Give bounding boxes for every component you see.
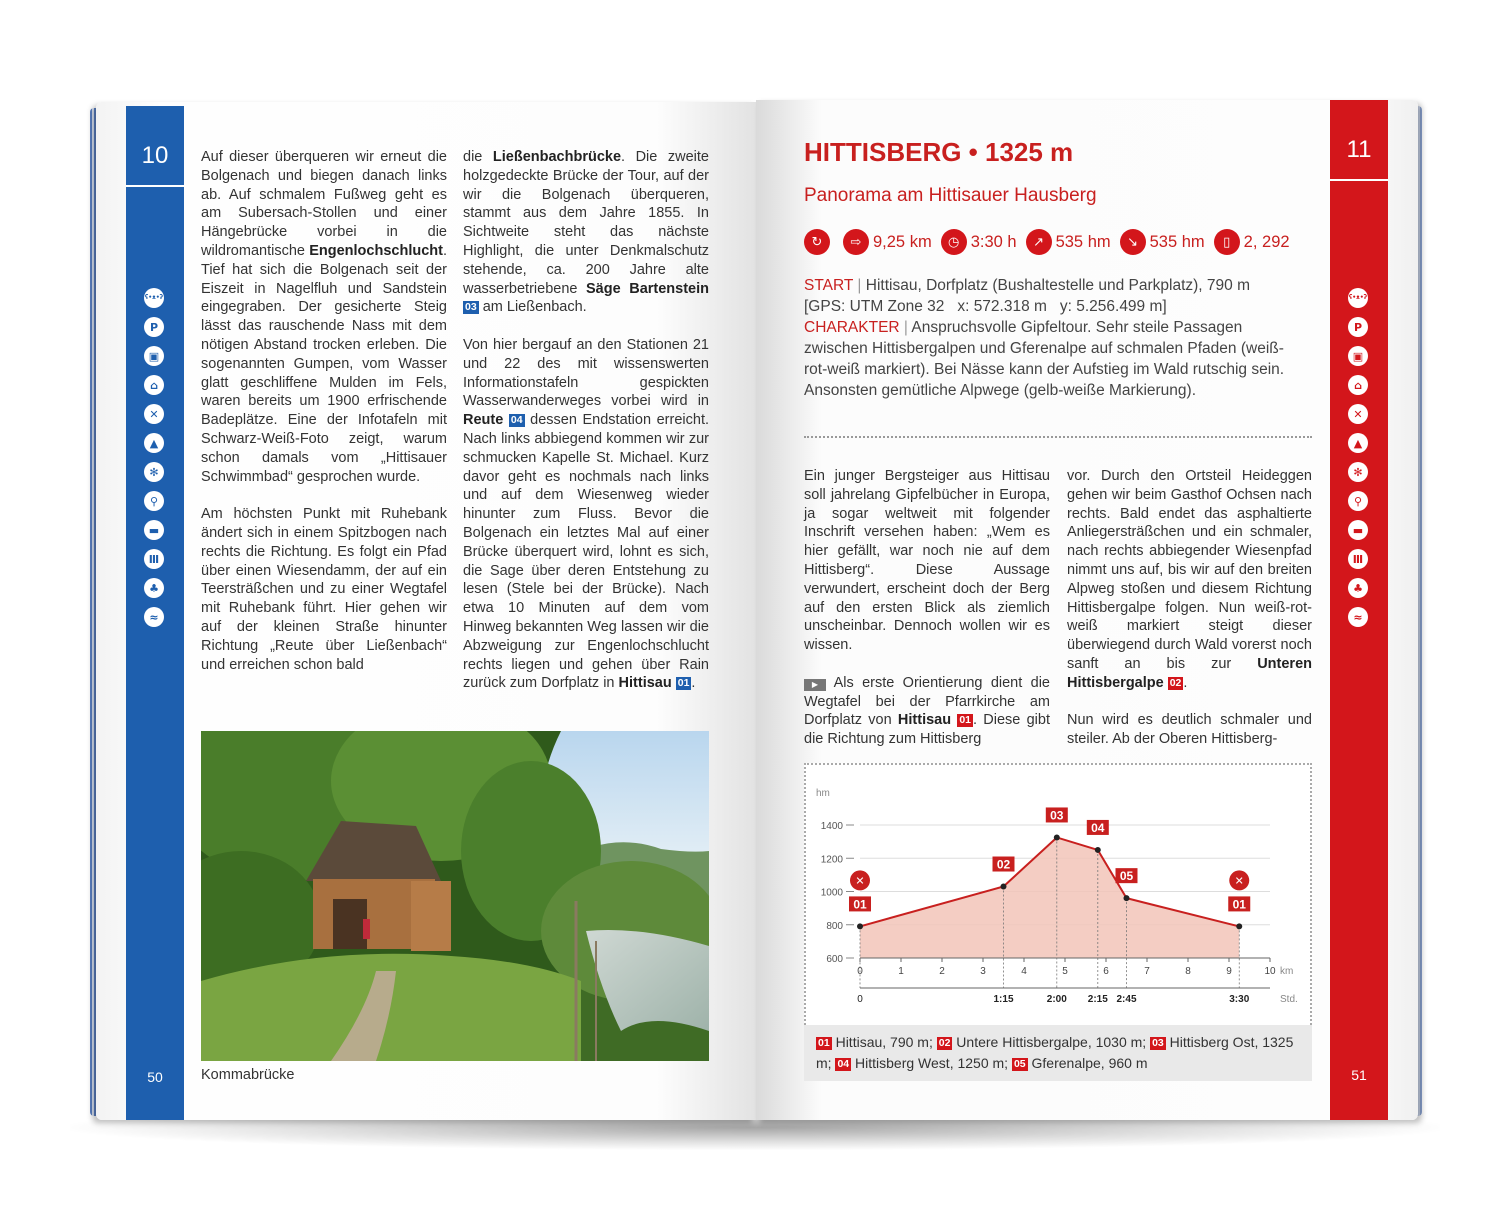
profile-point — [1124, 895, 1130, 901]
legend-badge: 05 — [1013, 1058, 1026, 1070]
text-run: dessen Endstation erreicht. Nach links abbiegend kommen wir zur schmucken Kapelle St. Michael. Kurz davor geht es nochmals nach links und auf dem Wiesenweg wieder hinunter zum Fluss. Bevor die Bolgenach ein letztes Mal auf einer Brücke überquert wird, lohnt es sich, die Sage über deren Entstehung zu lesen (Stele bei der Brücke). Nach etwa 10 Minuten auf dem vom Hinweg bekannten Weg lassen wir die Abzweigung zur Engenlochschlucht rechts liegen und gehen über Rain zurück zum Dorfplatz in — [463, 412, 709, 692]
text-run: Als erste Orientierung dient die Wegtafel bei der Pfarrkirche am Dorfplatz von — [804, 674, 1050, 729]
elevation-profile-chart — [806, 765, 1310, 1025]
place-name: Engenlochschlucht — [309, 242, 443, 259]
waypoint-badge: 02 — [1169, 676, 1182, 689]
waypoint-label: 05 — [1119, 869, 1134, 884]
snowflake-icon: ✻ — [1348, 462, 1368, 482]
sidebar-divider — [126, 185, 184, 187]
y-tick-label: 1200 — [820, 854, 843, 866]
y-tick-label: 1000 — [820, 887, 843, 899]
restaurant-glyph: ✕ — [855, 874, 865, 888]
text-run: vor. Durch den Ortsteil Heideggen gehen wir beim Gasthof Ochsen nach rechts. Bald endet das asphaltierte Anliegersträßchen und ein schmaler, nach rechts abbiegender Wiesenpfad nimmt uns auf, bis wir auf den breiten Alpweg stoßen und diesem Richtung Hittisbergalpe folgen. Nun weiß-rot-weiß markiert steigt dieser überwiegend durch Wald vorerst noch sanft an bis zur — [1067, 468, 1312, 672]
text-run: . Diese gibt die Richtung zum Hittisberg — [804, 712, 1050, 748]
paragraph — [463, 148, 709, 317]
paragraph — [1067, 467, 1312, 693]
category-icons — [1348, 288, 1370, 636]
time-tick-label: 2:00 — [1046, 994, 1067, 1005]
text-run: . — [1183, 674, 1188, 691]
x-tick-label: 2 — [939, 966, 945, 977]
photo-caption: Kommabrücke — [201, 1067, 295, 1083]
time-tick-label: 2:45 — [1116, 994, 1137, 1005]
place-name: Hittisau — [618, 675, 672, 692]
text-run: Am höchsten Punkt mit Ruhebank ändert sich in einem Spitzbogen nach rechts die Richtung. Es folgt ein Pfad über einen Wiesendamm, der auf ein Teersträßchen und zu einer Wegtafel mit Ruhebank führt. Hier gehen wir auf der kleinen Straße hinunter Richtung „Reute über Ließenbach“ und erreichen schon bald — [201, 506, 447, 673]
paragraph — [1067, 711, 1312, 749]
parking-icon: P — [1348, 317, 1368, 337]
x-tick-label: 8 — [1185, 966, 1191, 977]
x-tick-label: 5 — [1062, 966, 1068, 977]
profile-point — [1001, 884, 1007, 890]
sidebar-divider — [1330, 179, 1388, 181]
left-text-column-2 — [463, 148, 709, 712]
profile-point — [1095, 847, 1101, 853]
waypoint-label: 03 — [1050, 808, 1064, 823]
x-tick-label: 3 — [980, 966, 986, 977]
ascent-icon: ↗ — [1026, 229, 1052, 255]
descent-value: 535 hm — [1149, 232, 1205, 251]
text-run: . — [691, 675, 696, 692]
restaurant-icon: ✕ — [1348, 404, 1368, 424]
start-text: Hittisau, Dorfplatz (Bushaltestelle und Parkplatz), 790 m — [865, 277, 1250, 294]
waypoint-badge: 04 — [510, 414, 523, 427]
text-run: Ein junger Bergsteiger aus Hittisau soll jahrelang Gipfelbücher in Europa, ja sogar weltweit mit folgender Inschrift versehen haben: „Wem es hier gefällt, war noch nie auf dem Hittisberg“. Diese Aussage verwundert, erscheint doch der Berg auf den ersten Blick als ziemlich unscheinbar. Dennoch wollen wir es wissen. — [804, 468, 1050, 654]
page-number: 50 — [147, 1069, 163, 1085]
legend-badge: 03 — [1152, 1037, 1164, 1049]
tree-icon: ♣ — [144, 578, 164, 598]
museum-icon: Ⅲ — [144, 549, 164, 569]
profile-area — [860, 837, 1239, 958]
bike-icon: ⚲ — [1348, 491, 1368, 511]
time-tick-label: 0 — [857, 994, 863, 1005]
legend-badge: 04 — [837, 1058, 850, 1070]
bed-icon: ▬ — [144, 520, 164, 540]
waypoint-label: 01 — [1232, 897, 1246, 912]
x-tick-label: 10 — [1264, 966, 1276, 977]
bear-icon: ʕ•ᴥ•ʔ — [1348, 288, 1368, 308]
legend-badge: 01 — [818, 1037, 830, 1049]
start-label: START — [804, 277, 854, 294]
clock-icon: ◷ — [941, 229, 967, 255]
text-run: Von hier bergauf an den Stationen 21 und 22 des mit wissenswerten Informationstafeln gespickten Wasserwanderweges vorbei wird in — [463, 336, 709, 410]
text-run: Nun wird es deutlich schmaler und steiler. Ab der Oberen Hittisberg- — [1067, 712, 1312, 748]
text-run: am Ließenbach. — [478, 299, 587, 316]
summit-icon: ▲ — [1348, 433, 1368, 453]
stat-ascent — [1026, 229, 1111, 255]
right-tour-sidebar — [1330, 100, 1388, 1120]
waypoint-badge: 01 — [959, 714, 972, 727]
swimming-icon: ≈ — [144, 607, 164, 627]
paragraph — [201, 505, 447, 674]
time-axis-label: Std. — [1280, 994, 1298, 1005]
left-text-column-1 — [201, 148, 447, 693]
duration-value: 3:30 h — [970, 232, 1017, 251]
time-tick-label: 1:15 — [993, 994, 1014, 1005]
bed-icon: ▬ — [1348, 520, 1368, 540]
waypoint-legend — [804, 1025, 1312, 1081]
restaurant-icon: ✕ — [144, 404, 164, 424]
tour-number: 10 — [141, 142, 169, 169]
place-name: Hittisau — [897, 712, 952, 729]
place-name: Ließenbachbrücke — [492, 149, 622, 165]
text-run: . Tief hat sich die Bolgenach seit der Eiszeit in Nagelfluh und Sandstein eingegraben. Der gesicherte Steig lässt das rauschende Nass mit dem nötigen Abstand trocken erleben. Die sogenannten Gumpen, vom Wasser glatt geschliffene Mulden im Fels, waren bereits um 1900 erfrischende Badeplätze. Eine der Infotafeln mit Schwarz-Weiß-Foto zeigt, warum schon damals vom „Hittisauer Schwimmbad“ gesprochen wurde. — [201, 242, 447, 485]
x-axis-label: km — [1280, 966, 1294, 977]
bike-icon: ⚲ — [144, 491, 164, 511]
y-tick-label: 1400 — [820, 821, 843, 832]
bus-icon: ▣ — [144, 346, 164, 366]
stat-descent — [1120, 229, 1205, 255]
map-value: 2, 292 — [1243, 232, 1290, 251]
x-tick-label: 6 — [1103, 966, 1109, 977]
text-run: . Die zweite holzgedeckte Brücke der Tour, auf der wir die Bolgenach überqueren, stammt aus dem Jahre 1855. In Sichtweite steht das nächste Highlight, die unter Denkmalschutz stehende, ca. 200 Jahre alte wasserbetriebene — [463, 149, 709, 297]
cable-car-icon: ⌂ — [1348, 375, 1368, 395]
paragraph — [804, 467, 1050, 655]
y-tick-label: 800 — [826, 920, 843, 932]
paragraph — [463, 336, 709, 693]
place-name: Reute — [463, 412, 504, 429]
tour-info: START | Hittisau, Dorfplatz (Bushaltestelle und Parkplatz), 790 m [GPS: UTM Zone 32 x: 572.318 m y: 5.256.499 m] CHARAKTER | Anspruchsvolle Gipfeltour. Sehr steile Passagen zwischen Hittisbergalpen und Gferenalpe auf schmalen Pfaden (weiß-rot-weiß markiert). Bei Nässe kann der Aufstieg im Wald rutschig sein. Ansonsten gemütliche Alpwege (gelb-weiße Markierung). — [804, 275, 1294, 401]
tour-stats — [804, 228, 1299, 256]
waypoint-badge: 03 — [465, 301, 477, 314]
charakter-label: CHARAKTER — [804, 319, 900, 336]
tour-number: 11 — [1346, 136, 1372, 163]
distance-value: 9,25 km — [873, 232, 932, 251]
museum-icon: Ⅲ — [1348, 549, 1368, 569]
x-tick-label: 7 — [1144, 966, 1150, 977]
kommabruecke-photo — [201, 731, 709, 1061]
tour-title: HITTISBERG • 1325 m — [804, 137, 1074, 167]
route-arrow-icon: ▶ — [804, 679, 826, 691]
legend-text: Untere Hittisbergalpe, 1030 m; — [952, 1034, 1151, 1050]
right-text-column-2 — [1067, 467, 1312, 768]
x-tick-label: 9 — [1226, 966, 1232, 977]
loop-icon: ↻ — [804, 229, 830, 255]
tree-icon: ♣ — [1348, 578, 1368, 598]
stat-loop — [804, 229, 834, 255]
legend-text: Hittisau, 790 m; — [831, 1034, 937, 1050]
descent-icon: ↘ — [1120, 229, 1146, 255]
paragraph — [201, 148, 447, 486]
waypoint-label: 02 — [996, 857, 1011, 872]
map-icon: ▯ — [1214, 229, 1240, 255]
ascent-value: 535 hm — [1055, 232, 1111, 251]
stat-duration — [941, 229, 1017, 255]
bear-icon: ʕ•ᴥ•ʔ — [144, 288, 164, 308]
tour-subtitle: Panorama am Hittisauer Hausberg — [804, 185, 1097, 206]
parking-icon: P — [144, 317, 164, 337]
waypoint-label: 04 — [1091, 820, 1105, 835]
legend-text: Hittisberg West, 1250 m; — [851, 1055, 1012, 1071]
waypoint-badge: 01 — [677, 677, 690, 690]
stat-map — [1214, 229, 1290, 255]
section-divider — [804, 436, 1312, 438]
profile-point — [1054, 834, 1060, 840]
gps-text: [GPS: UTM Zone 32 x: 572.318 m y: 5.256.499 m] — [804, 298, 1167, 315]
legend-text: Hittisberg Ost, 1325 m; — [816, 1034, 1294, 1071]
y-axis-label: hm — [816, 788, 830, 799]
paragraph — [804, 674, 1050, 749]
charakter-text: Anspruchsvolle Gipfeltour. Sehr steile Passagen zwischen Hittisbergalpen und Gferenalpe auf schmalen Pfaden (weiß-rot-weiß markiert). Bei Nässe kann der Aufstieg im Wald rutschig sein. Ansonsten gemütliche Alpwege (gelb-weiße Markierung). — [804, 319, 1285, 399]
distance-icon: ⇨ — [843, 229, 869, 255]
restaurant-glyph: ✕ — [1234, 874, 1244, 888]
page-number: 51 — [1351, 1067, 1367, 1083]
swimming-icon: ≈ — [1348, 607, 1368, 627]
x-tick-label: 4 — [1021, 966, 1027, 977]
time-tick-label: 3:30 — [1229, 994, 1250, 1005]
snowflake-icon: ✻ — [144, 462, 164, 482]
bus-icon: ▣ — [1348, 346, 1368, 366]
legend-badge: 02 — [938, 1037, 951, 1049]
time-tick-label: 2:15 — [1087, 994, 1108, 1005]
place-name: Unteren Hittisbergalpe — [1067, 655, 1312, 691]
text-run: die — [463, 149, 493, 165]
text-run: Auf dieser überqueren wir erneut die Bolgenach und biegen danach links ab. Auf schmalem Fußweg geht es am Subersach-Stollen und einer Hängebrücke vorbei in die wildromantische — [201, 149, 447, 259]
place-name: Säge Bartenstein — [586, 280, 709, 297]
x-tick-label: 0 — [857, 966, 863, 977]
cable-car-icon: ⌂ — [144, 375, 164, 395]
legend-text: Gferenalpe, 960 m — [1027, 1055, 1148, 1071]
right-text-column-1 — [804, 467, 1050, 768]
summit-icon: ▲ — [144, 433, 164, 453]
category-icons — [144, 288, 166, 636]
profile-point — [857, 923, 863, 929]
left-tour-sidebar — [126, 106, 184, 1120]
waypoint-label: 01 — [853, 897, 867, 912]
profile-point — [1236, 923, 1242, 929]
x-tick-label: 1 — [898, 966, 904, 977]
y-tick-label: 600 — [826, 954, 843, 965]
stat-distance — [843, 229, 932, 255]
